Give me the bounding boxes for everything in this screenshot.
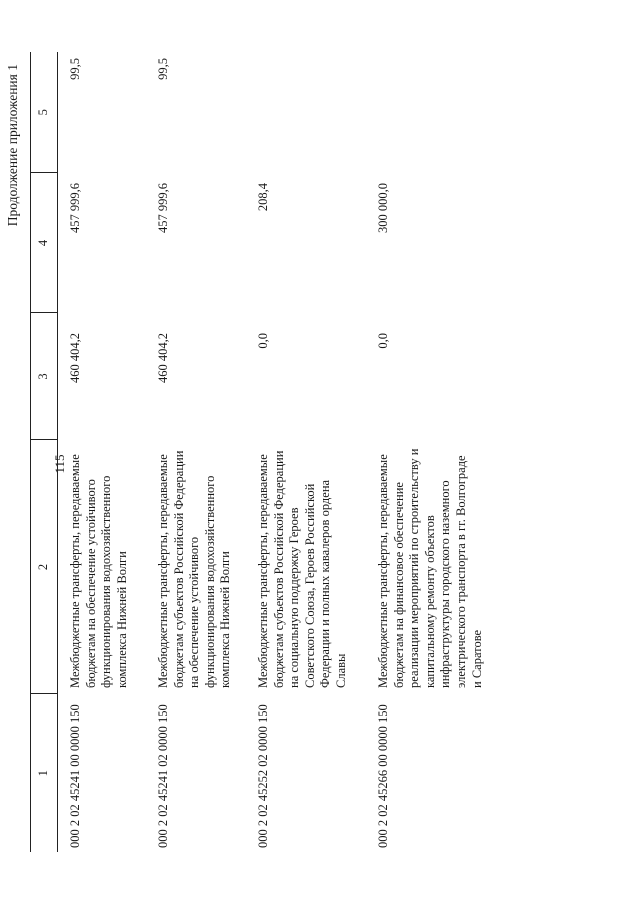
row-name: Межбюджетные трансферты, передаваемые бюджетам на обеспечение устойчивого функционирования водохозяйственного комплекса Нижней Волги	[68, 454, 129, 688]
row-name: Межбюджетные трансферты, передаваемые бюджетам на финансовое обеспечение реализации мероприятий по строительству и капитальному ремонту объектов инфраструктуры городского наземного электрического транспорта в гг. Волгограде и Саратове	[376, 448, 484, 688]
row-name: Межбюджетные трансферты, передаваемые бюджетам субъектов Российской Федерации на обеспечение устойчивого функционирования водохозяйственного комплекса Нижней Волги	[156, 450, 233, 688]
row-value-col4: 208,4	[256, 183, 270, 212]
row-value-col4: 457 999,6	[68, 183, 82, 233]
continuation-label: Продолжение приложения 1	[5, 64, 20, 227]
table-row	[58, 52, 147, 852]
row-value-col4: 300 000,0	[376, 183, 390, 233]
row-value-col4: 457 999,6	[156, 183, 170, 233]
column-header: 5	[31, 52, 58, 173]
column-header: 1	[31, 694, 58, 852]
row-code: 000 2 02 45241 02 0000 150	[156, 704, 170, 848]
table-row	[146, 52, 246, 852]
row-code: 000 2 02 45252 02 0000 150	[256, 704, 270, 848]
row-value-col3: 460 404,2	[156, 333, 170, 383]
row-value-col3: 0,0	[256, 333, 270, 349]
table-row	[366, 52, 536, 852]
row-value-col3: 0,0	[376, 333, 390, 349]
row-code: 000 2 02 45241 00 0000 150	[68, 704, 82, 848]
row-value-col5: 99,5	[68, 58, 82, 80]
column-header: 3	[31, 313, 58, 440]
column-header: 4	[31, 173, 58, 313]
row-value-col5: 99,5	[156, 58, 170, 80]
row-value-col5	[366, 52, 536, 173]
row-code: 000 2 02 45266 00 0000 150	[376, 704, 390, 848]
column-header: 2	[31, 440, 58, 694]
appendix-table	[30, 52, 536, 852]
table-header-row	[31, 52, 58, 852]
row-value-col5	[246, 52, 366, 173]
row-value-col3: 460 404,2	[68, 333, 82, 383]
row-name: Межбюджетные трансферты, передаваемые бюджетам субъектов Российской Федерации на социальную поддержку Героев Советского Союза, Героев Российской Федерации и полных кавалеров ордена Славы	[256, 450, 348, 688]
rotated-page-content	[0, 52, 520, 852]
page-number: 115	[52, 454, 67, 474]
table-row	[246, 52, 366, 852]
